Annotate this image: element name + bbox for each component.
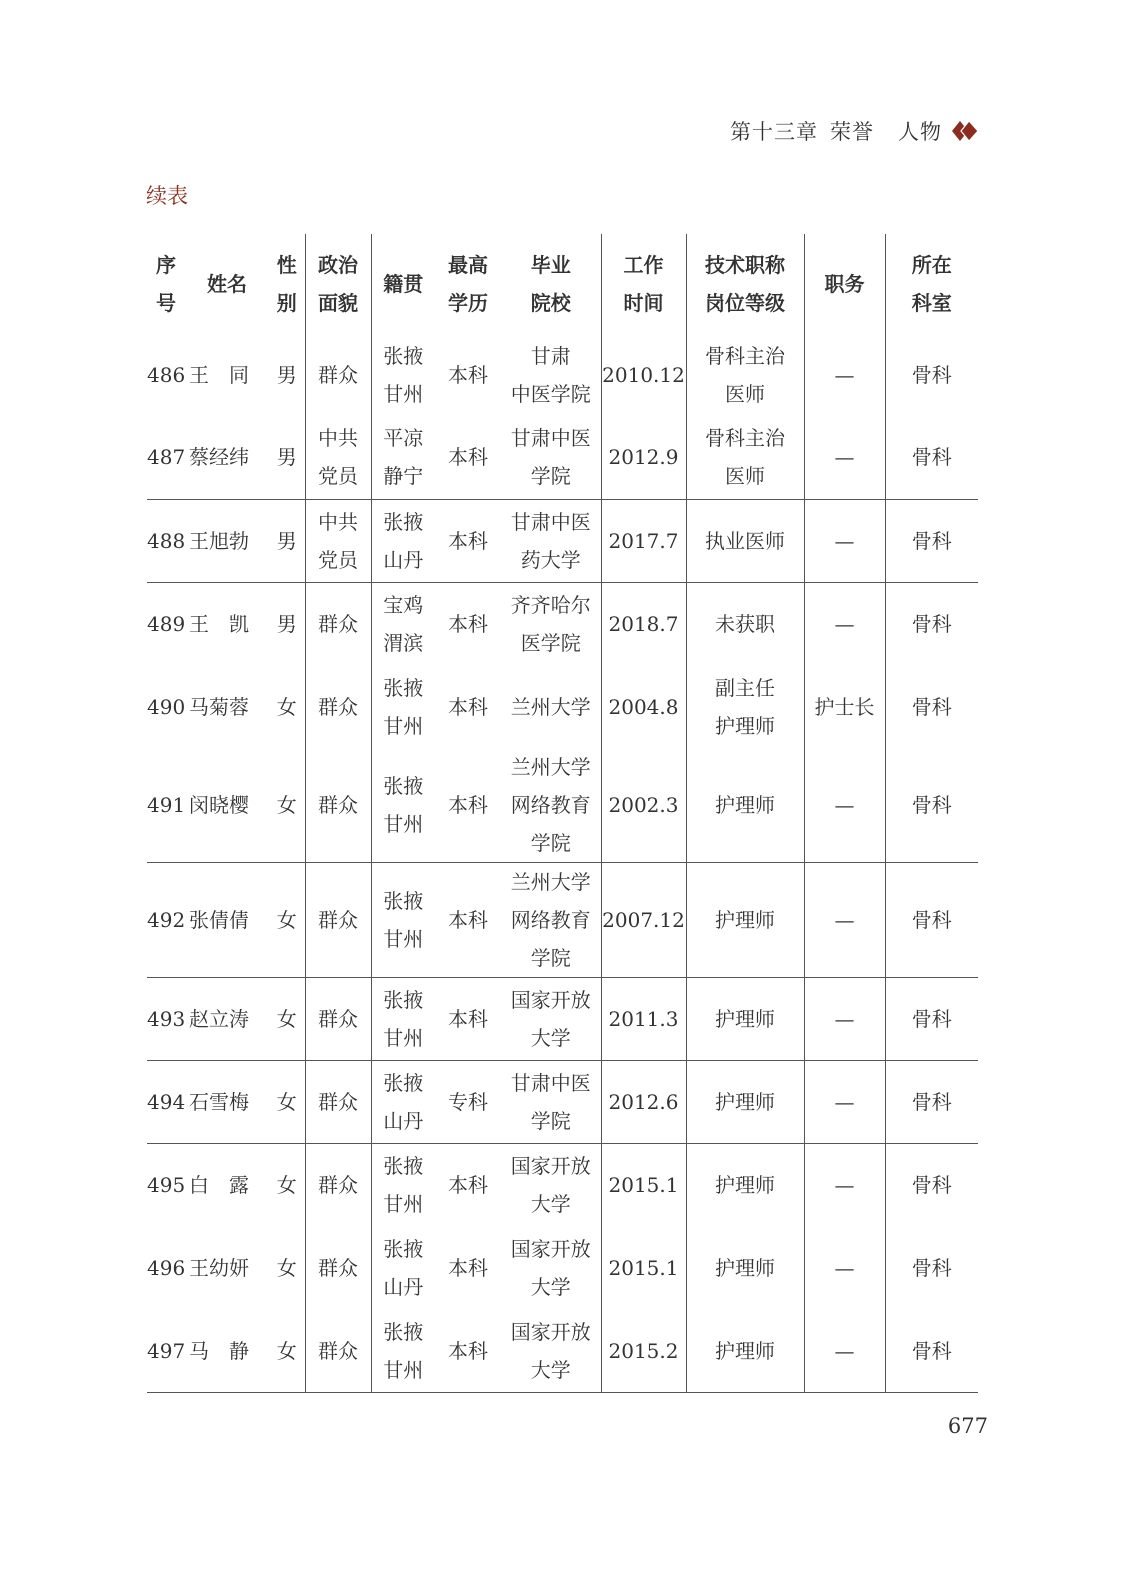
cell-position: —	[804, 1061, 885, 1144]
cell-school: 齐齐哈尔 医学院	[501, 582, 601, 665]
cell-name: 石雪梅	[185, 1061, 269, 1144]
cell-title: 未获职	[686, 582, 804, 665]
cell-seq: 487	[147, 416, 185, 499]
cell-seq: 493	[147, 978, 185, 1061]
cell-title: 骨科主治 医师	[686, 333, 804, 416]
cell-title: 护理师	[686, 1227, 804, 1310]
cell-name: 马 静	[185, 1310, 269, 1393]
cell-position: —	[804, 863, 885, 978]
cell-seq: 497	[147, 1310, 185, 1393]
cell-work-time: 2012.6	[601, 1061, 686, 1144]
cell-dept: 骨科	[911, 1173, 952, 1198]
cell-position: —	[804, 978, 885, 1061]
cell-gender: 男	[269, 499, 305, 582]
cell-name: 王旭勃	[185, 499, 269, 582]
cell-work-time: 2018.7	[601, 582, 686, 665]
cell-dept: 骨科	[911, 694, 952, 719]
cell-school: 甘肃 中医学院	[501, 333, 601, 416]
cell-seq: 496	[147, 1256, 186, 1280]
cell-education: 本科	[435, 1310, 501, 1393]
header-political: 政治 面貌	[305, 234, 371, 333]
chapter-title: 荣誉	[830, 120, 874, 144]
continued-table-label: 续表	[146, 184, 188, 208]
cell-position: —	[804, 333, 885, 416]
header-school: 毕业 院校	[501, 234, 601, 333]
cell-position: 护士长	[804, 665, 885, 748]
cell-title: 执业医师	[686, 499, 804, 582]
cell-dept: 骨科	[911, 1256, 952, 1280]
cell-school: 国家开放 大学	[501, 1227, 601, 1310]
table-row	[147, 1061, 978, 1144]
cell-work-time: 2012.9	[601, 416, 686, 499]
cell-education: 本科	[448, 362, 488, 387]
running-header	[730, 116, 978, 146]
cell-political: 群众	[305, 333, 371, 416]
header-seq: 序 号	[156, 252, 176, 315]
cell-school: 甘肃中医 学院	[501, 1061, 601, 1144]
cell-position: —	[804, 499, 885, 582]
cell-position: —	[804, 1227, 885, 1310]
cell-dept: 骨科	[885, 1061, 978, 1144]
table-header-row	[147, 234, 978, 333]
header-gender: 性 别	[269, 234, 305, 333]
cell-political: 群众	[305, 863, 371, 978]
table-row	[147, 1310, 978, 1393]
cell-education: 本科	[448, 611, 488, 636]
header-title: 技术职称 岗位等级	[686, 234, 804, 333]
header-name: 姓名	[207, 271, 247, 296]
cell-education: 本科	[435, 499, 501, 582]
cell-work-time: 2004.8	[601, 665, 686, 748]
cell-origin: 张掖 山丹	[371, 499, 435, 582]
cell-dept: 骨科	[911, 611, 952, 636]
cell-gender: 女	[269, 1144, 305, 1227]
cell-name: 王 凯	[189, 611, 249, 636]
cell-title: 护理师	[686, 863, 804, 978]
page-number: 677	[947, 1414, 988, 1438]
cell-origin: 平凉 静宁	[371, 416, 435, 499]
cell-work-time: 2010.12	[601, 333, 686, 416]
header-dept: 所在 科室	[911, 252, 952, 315]
cell-political: 中共 党员	[305, 499, 371, 582]
cell-education: 专科	[435, 1061, 501, 1144]
chapter-number: 第十三章	[730, 120, 818, 144]
cell-name: 白 露	[189, 1173, 249, 1198]
cell-gender: 男	[269, 416, 305, 499]
cell-name: 王幼妍	[189, 1256, 249, 1280]
cell-title: 护理师	[686, 978, 804, 1061]
cell-dept: 骨科	[885, 978, 978, 1061]
table-body	[147, 333, 978, 1393]
table-row	[147, 499, 978, 582]
cell-dept: 骨科	[885, 1310, 978, 1393]
table-row	[147, 333, 978, 416]
table-row	[147, 665, 978, 748]
cell-work-time: 2011.3	[601, 978, 686, 1061]
table-row	[147, 1144, 978, 1227]
cell-gender: 男	[269, 582, 305, 665]
cell-education: 本科	[435, 748, 501, 863]
header-education: 最高 学历	[448, 252, 488, 315]
double-diamond-icon	[952, 121, 978, 141]
cell-origin: 张掖 山丹	[371, 1061, 435, 1144]
personnel-table	[147, 234, 978, 1393]
cell-school: 甘肃中医 学院	[501, 416, 601, 499]
cell-dept: 骨科	[885, 499, 978, 582]
cell-name: 蔡经纬	[185, 416, 269, 499]
cell-dept: 骨科	[911, 362, 952, 387]
cell-origin: 张掖 甘州	[371, 748, 435, 863]
cell-gender: 女	[269, 1310, 305, 1393]
cell-gender: 女	[269, 665, 305, 748]
cell-position: —	[804, 1310, 885, 1393]
cell-school: 甘肃中医 药大学	[501, 499, 601, 582]
cell-origin: 宝鸡 渭滨	[383, 592, 424, 655]
cell-dept: 骨科	[885, 748, 978, 863]
cell-seq: 492	[147, 863, 185, 978]
table-row	[147, 978, 978, 1061]
cell-political: 中共 党员	[305, 416, 371, 499]
header-position: 职务	[804, 234, 885, 333]
cell-education: 本科	[435, 978, 501, 1061]
cell-gender: 男	[269, 333, 305, 416]
cell-name: 张倩倩	[185, 863, 269, 978]
table-row	[147, 748, 978, 863]
cell-dept: 骨科	[885, 416, 978, 499]
cell-school: 兰州大学	[501, 665, 601, 748]
table-row	[147, 582, 978, 665]
cell-seq: 495	[147, 1173, 186, 1198]
cell-political: 群众	[305, 1227, 371, 1310]
cell-seq: 491	[147, 748, 185, 863]
cell-name: 闵晓樱	[185, 748, 269, 863]
cell-education: 本科	[435, 416, 501, 499]
cell-education: 本科	[448, 1173, 488, 1198]
cell-dept: 骨科	[885, 863, 978, 978]
cell-seq: 486	[147, 362, 186, 387]
header-origin: 籍贯	[383, 271, 424, 296]
header-work-time: 工作 时间	[601, 234, 686, 333]
cell-gender: 女	[269, 1061, 305, 1144]
cell-position: —	[804, 748, 885, 863]
cell-name: 王 同	[189, 362, 249, 387]
cell-political: 群众	[305, 1310, 371, 1393]
cell-title: 护理师	[686, 1061, 804, 1144]
cell-work-time: 2007.12	[601, 863, 686, 978]
cell-political: 群众	[305, 665, 371, 748]
cell-origin: 张掖 山丹	[383, 1237, 424, 1299]
cell-position: —	[804, 582, 885, 665]
cell-name: 马菊蓉	[189, 694, 249, 719]
cell-origin: 张掖 甘州	[383, 1154, 424, 1217]
section-title: 人物	[898, 120, 942, 144]
cell-political: 群众	[305, 1061, 371, 1144]
cell-title: 护理师	[686, 748, 804, 863]
cell-education: 本科	[435, 863, 501, 978]
cell-origin: 张掖 甘州	[371, 863, 435, 978]
cell-title: 护理师	[686, 1310, 804, 1393]
cell-education: 本科	[448, 1256, 488, 1280]
cell-seq: 490	[147, 694, 186, 719]
cell-work-time: 2015.1	[601, 1227, 686, 1310]
cell-name: 赵立涛	[185, 978, 269, 1061]
cell-gender: 女	[269, 978, 305, 1061]
cell-work-time: 2015.2	[601, 1310, 686, 1393]
cell-education: 本科	[448, 694, 488, 719]
cell-work-time: 2002.3	[601, 748, 686, 863]
cell-political: 群众	[305, 1144, 371, 1227]
cell-work-time: 2015.1	[601, 1144, 686, 1227]
cell-school: 国家开放 大学	[501, 1310, 601, 1393]
cell-seq: 489	[147, 611, 186, 636]
cell-political: 群众	[305, 978, 371, 1061]
cell-seq: 494	[147, 1061, 185, 1144]
cell-seq: 488	[147, 499, 185, 582]
cell-position: —	[804, 416, 885, 499]
cell-political: 群众	[305, 748, 371, 863]
cell-school: 国家开放 大学	[501, 978, 601, 1061]
table-row	[147, 416, 978, 499]
cell-gender: 女	[269, 1227, 305, 1310]
cell-school: 兰州大学 网络教育 学院	[501, 748, 601, 863]
cell-title: 骨科主治 医师	[686, 416, 804, 499]
cell-political: 群众	[305, 582, 371, 665]
cell-title: 副主任 护理师	[686, 665, 804, 748]
cell-work-time: 2017.7	[601, 499, 686, 582]
table-row	[147, 863, 978, 978]
cell-school: 国家开放 大学	[501, 1144, 601, 1227]
cell-gender: 女	[269, 748, 305, 863]
cell-origin: 张掖 甘州	[383, 343, 424, 406]
cell-position: —	[804, 1144, 885, 1227]
cell-school: 兰州大学 网络教育 学院	[501, 863, 601, 978]
table-row	[147, 1227, 978, 1310]
cell-title: 护理师	[686, 1144, 804, 1227]
cell-gender: 女	[269, 863, 305, 978]
cell-origin: 张掖 甘州	[371, 1310, 435, 1393]
cell-origin: 张掖 甘州	[383, 675, 424, 738]
cell-origin: 张掖 甘州	[371, 978, 435, 1061]
